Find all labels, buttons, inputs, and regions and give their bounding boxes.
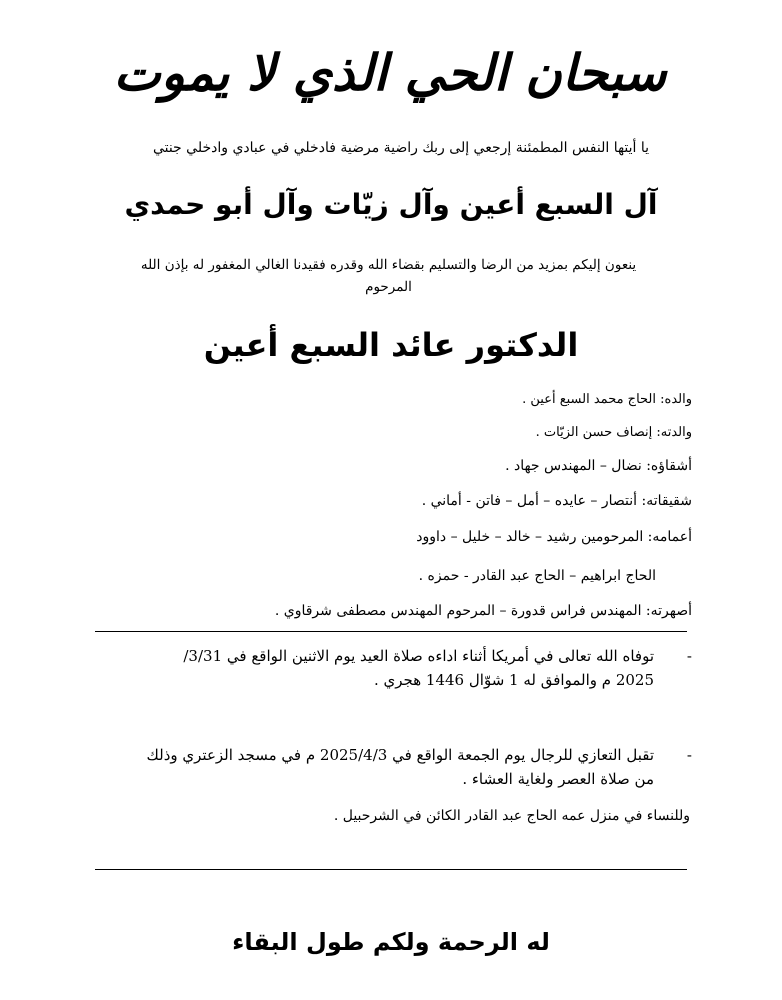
- families-heading: آل السبع أعين وآل زيّات وآل أبو حمدي: [124, 188, 658, 221]
- condolences-line-1: تقبل التعازي للرجال يوم الجمعة الواقع في 2025/4/3 م في مسجد الزعتري وذلك: [146, 746, 654, 764]
- quran-verse: يا أيتها النفس المطمئنة إرجعي إلى ربك راضية مرضية فادخلي في عبادي وادخلي جنتي: [152, 140, 650, 156]
- calligraphy-text: سبحان الحي الذي لا يموت: [113, 43, 667, 102]
- announcement-line-2: المرحوم: [365, 279, 412, 295]
- condolences-men: [92, 743, 692, 791]
- calligraphy-svg: [113, 8, 667, 128]
- relative-brothers: أشقاؤه: نضال – المهندس جهاد .: [505, 458, 692, 474]
- divider-top: [95, 631, 687, 632]
- relative-uncles-1: أعمامه: المرحومين رشيد – خالد – خليل – داوود: [416, 529, 692, 545]
- death-notice-line-1: توفاه الله تعالى في أمريكا أثناء اداءه صلاة العيد يوم الاثنين الواقع في 3/31/: [183, 647, 654, 665]
- bullet-dash: -: [686, 647, 692, 665]
- closing-phrase: له الرحمة ولكم طول البقاء: [232, 928, 550, 956]
- relative-in-laws: أصهرته: المهندس فراس قدورة – المرحوم المهندس مصطفى شرقاوي .: [274, 603, 692, 619]
- announcement: [90, 254, 687, 298]
- bullet-dash: -: [686, 746, 692, 764]
- announcement-line-1: ينعون إليكم بمزيد من الرضا والتسليم بقضاء الله وقدره فقيدنا الغالي المغفور له بإذن الله: [140, 257, 637, 273]
- relative-father: والده: الحاج محمد السبع أعين .: [522, 392, 692, 407]
- relative-sisters: شقيقاته: أنتصار – عايده – أمل – فاتن - أماني .: [421, 493, 692, 509]
- calligraphy-header: [113, 8, 667, 128]
- relative-uncles-2: الحاج ابراهيم – الحاج عبد القادر - حمزه .: [418, 568, 656, 584]
- death-notice: [92, 644, 692, 692]
- death-notice-line-2: 2025 م والموافق له 1 شوّال 1446 هجري .: [374, 671, 654, 689]
- condolences-line-2: من صلاة العصر ولغاية العشاء .: [462, 770, 654, 788]
- condolences-women: وللنساء في منزل عمه الحاج عبد القادر الكائن في الشرحبيل .: [333, 808, 690, 824]
- divider-bottom: [95, 869, 687, 870]
- deceased-name: الدكتور عائد السبع أعين: [203, 326, 579, 364]
- relative-mother: والدته: إنصاف حسن الزيّات .: [535, 425, 692, 440]
